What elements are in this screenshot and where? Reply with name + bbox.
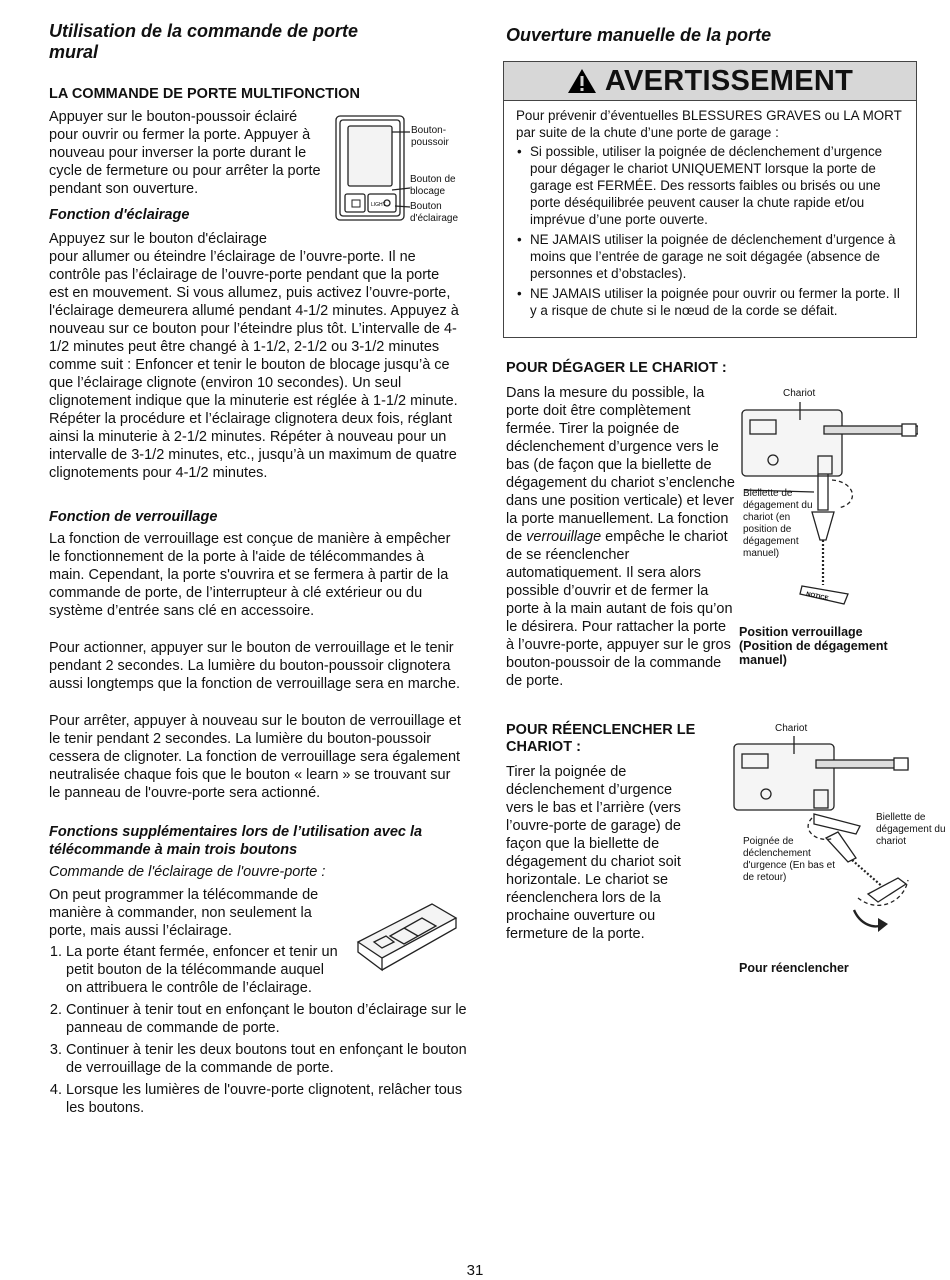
intro-text: Appuyer sur le bouton-poussoir éclairé pour ouvrir ou fermer la porte. Appuyer à nouveau pour inverser la porte durant le cycle de fermeture ou pour arrêter la porte pendant son ouverture. <box>49 109 321 197</box>
right-title: Ouverture manuelle de la porte <box>506 25 772 45</box>
disengage-trolley-label: Chariot <box>783 388 816 399</box>
remote-step: 1. La porte étant fermée, enfoncer et tenir un petit bouton de la télécommande auquel on attribuera le contrôle de l’éclairage. <box>66 943 341 997</box>
disengage-text-a: Dans la mesure du possible, la porte doit être complètement fermée. Tirer la poignée de déclenchement d’urgence vers le bas (de façon que la biellette de dégagement du chariot s’enclenche dans une position verticale) et lever la porte manuellement. La fonction de <box>506 385 735 545</box>
remote-steps <box>49 943 478 1121</box>
warning-list <box>516 143 902 319</box>
reengage-handle-label: Poignée de déclenchement d'urgence (En bas et de retour) <box>743 836 835 883</box>
page-number: 31 <box>466 1262 484 1279</box>
lock-paragraph-2: Pour actionner, appuyer sur le bouton de verrouillage et le tenir pendant 2 secondes. La lumière du bouton-poussoir clignotera aussi longtemps que la fonction de verrouillage sera en marche. <box>49 640 461 692</box>
warning-bullet: • NE JAMAIS utiliser la poignée pour ouvrir ou fermer la porte. Il y a risque de chute si le nœud de la corde se défait. <box>530 285 902 319</box>
lock-paragraph-1: La fonction de verrouillage est conçue de manière à empêcher le fonctionnement de la porte à l'aide de télécommandes à main. Cependant, la porte s'ouvrira et se fermera à partir de la commande de porte, de l’interrupteur à clé extérieur ou du système d’entrée sans clé en accessoire. <box>49 531 451 619</box>
warning-bullet: • NE JAMAIS utiliser la poignée de déclenchement d’urgence à moins que l’entrée de garage ne soit dégagée (absence de personnes et d’obstacles). <box>530 231 902 282</box>
disengage-text-b: empêche le chariot de se réenclencher automatiquement. Il sera alors possible d’ouvrir et de fermer la porte à la main autant de fois qu’on le désirera. Pour rattacher la porte à l’ouvre-porte, appuyer sur le gros bouton-poussoir de la commande de porte. <box>506 529 733 689</box>
left-title: Utilisation de la commande de porte mural <box>49 21 359 62</box>
disengage-text-emphasis: verrouillage <box>526 529 602 545</box>
disengage-caption: Position verrouillage (Position de dégagement manuel) <box>739 625 888 667</box>
reengage-heading: POUR RÉENCLENCHER LE CHARIOT : <box>506 722 696 755</box>
reengage-trolley-label: Chariot <box>775 723 808 734</box>
warning-header <box>504 62 916 101</box>
remote-step: 2. Continuer à tenir tout en enfonçant le bouton d’éclairage sur le panneau de commande de porte. <box>66 1001 478 1037</box>
remote-heading: Fonctions supplémentaires lors de l’utilisation avec la télécommande à main trois boutons <box>49 824 423 858</box>
remote-step: 4. Lorsque les lumières de l'ouvre-porte clignotent, relâcher tous les boutons. <box>66 1081 478 1117</box>
warning-body <box>504 101 914 319</box>
warning-box <box>503 61 917 338</box>
lighting-heading: Fonction d'éclairage <box>49 207 190 223</box>
warning-triangle-icon <box>567 67 597 95</box>
label-lock-button: Bouton de blocage <box>410 174 456 197</box>
disengage-heading: POUR DÉGAGER LE CHARIOT : <box>506 360 727 376</box>
reengage-caption: Pour réenclencher <box>739 961 849 975</box>
disengage-link-label: Biellette de dégagement du chariot (en position de dégagement manuel) <box>743 488 813 559</box>
light-button-text: LIGHT <box>371 202 386 208</box>
warning-bullet: • Si possible, utiliser la poignée de déclenchement d’urgence pour dégager le chariot UNIQUEMENT lorsque la porte de garage est FERMÉE. Des ressorts faibles ou brisés ou une porte déséquilibrée peuvent causer la chute rapide et/ou imprévue d’une porte ouverte. <box>530 143 902 228</box>
warning-intro: Pour prévenir d’éventuelles BLESSURES GRAVES ou LA MORT par suite de la chute d’une porte de garage : <box>516 108 902 140</box>
section-heading: LA COMMANDE DE PORTE MULTIFONCTION <box>49 86 360 102</box>
lighting-text: pour allumer ou éteindre l’éclairage de l’ouvre-porte. Il ne contrôle pas l’éclairage de l’ouvre-porte pendant que la porte est en mouvement. Si vous allumez, puis activez l’ouvre-porte, l'éclairage demeurera allumé pendant 4-1/2 minutes. Appuyez à nouveau sur ce bouton pour l’éteindre plus tôt. L’intervalle de 4-1/2 minutes peut être changé à 1-1/2, 2-1/2 ou 3-1/2 minutes comme suit : Enfoncer et tenir le bouton de blocage jusqu’à ce que l’éclairage clignote (environ 10 secondes). Un seul clignotement indique que la minuterie est réglée à 1-1/2 minute. Répéter la procédure et l’éclairage clignotera deux fois, réglant ainsi la minuterie à 2-1/2 minutes. Répéter à nouveau pour un intervalle de 3-1/2 minutes, etc., jusqu’à un maximum de quatre clignotements pour 4-1/2 minutes. <box>49 249 459 481</box>
label-light-button: Bouton d'éclairage <box>410 201 459 224</box>
remote-step: 3. Continuer à tenir les deux boutons tout en enfonçant le bouton de verrouillage de la commande de porte. <box>66 1041 478 1077</box>
remote-subheading: Commande de l'éclairage de l'ouvre-porte : <box>49 864 326 880</box>
lock-heading: Fonction de verrouillage <box>49 509 218 525</box>
reengage-link-label: Biellette de dégagement du chariot <box>876 812 946 847</box>
disengage-text <box>506 384 736 690</box>
remote-intro: On peut programmer la télécommande de manière à commander, non seulement la porte, mais aussi l’éclairage. <box>49 887 319 939</box>
warning-title: AVERTISSEMENT <box>604 64 854 97</box>
lock-paragraph-3: Pour arrêter, appuyer à nouveau sur le bouton de verrouillage et le tenir pendant 2 secondes. La lumière du bouton-poussoir cessera de clignoter. La fonction de verrouillage sera également neutralisée chaque fois que le bouton « learn » se trouvant sur le panneau de l'ouvre-porte sera actionné. <box>49 713 461 801</box>
label-push-button: Bouton-poussoir <box>411 125 449 148</box>
notice-text: NOTICE <box>805 591 829 603</box>
lighting-first-line: Appuyez sur le bouton d'éclairage <box>49 231 267 247</box>
reengage-text: Tirer la poignée de déclenchement d’urgence vers le bas et l’arrière (vers l’ouvre-porte de garage) de façon que la biellette de dégagement du chariot soit horizontale. Le chariot se réenclenchera lors de la prochaine ouverture ou fermeture de la porte. <box>506 764 681 942</box>
